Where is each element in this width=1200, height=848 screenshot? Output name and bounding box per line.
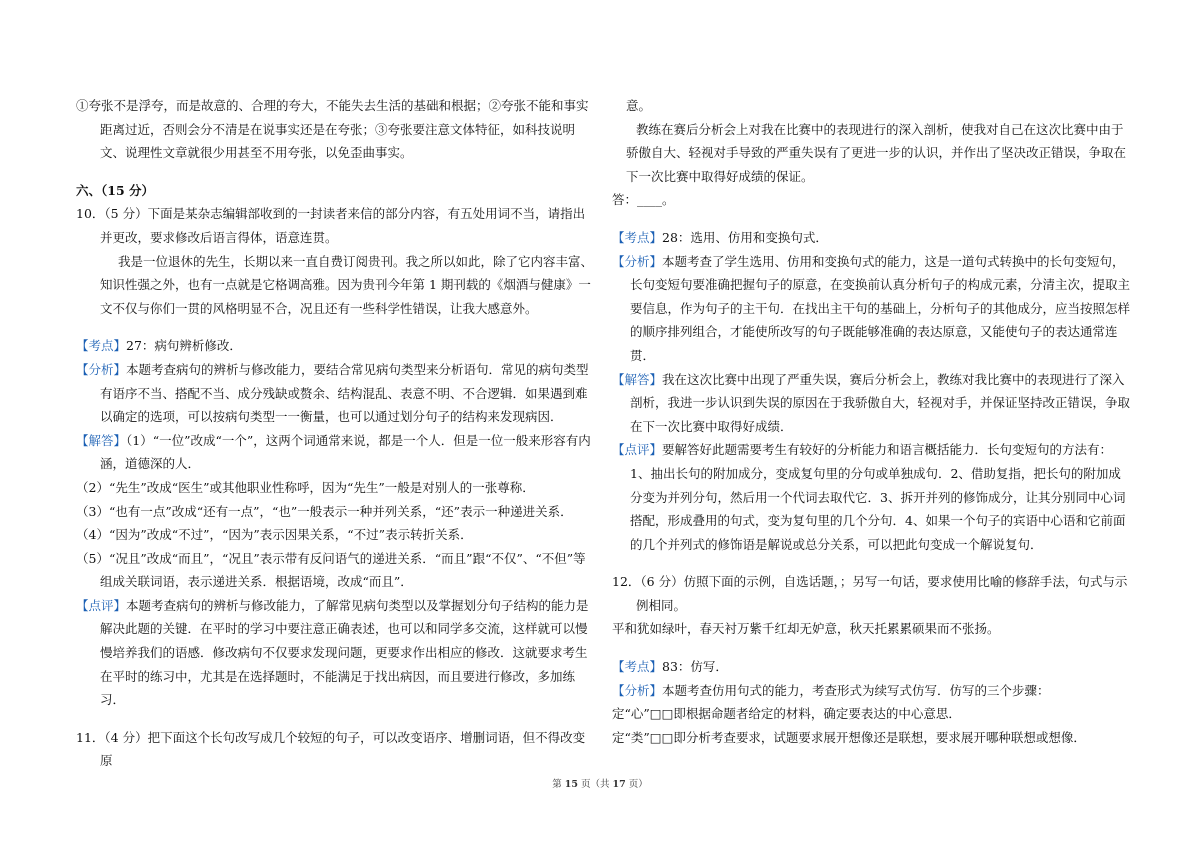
jieda-11: 【解答】我在这次比赛中出现了严重失误，赛后分析会上，教练对我比赛中的表现进行了深入剖析，我进一步认识到失误的原因在于我骄傲自大，轻视对手，并保证坚持改正错误，争取在下一次比赛中取得好成绩． (612, 371, 1131, 434)
jieda-tag: 【解答】 (76, 432, 127, 448)
kaodian-tag: 【考点】 (76, 338, 127, 354)
dianping-10: 【点评】本题考查病句的辨析与修改能力，了解常见病句类型以及掌握划分句子结构的能力是解决此题的关键．在平时的学习中要注意正确表述，也可以和同学多交流，这样就可以慢慢培养我们的语感．修改病句不仅要求发现问题，更要求作出相应的修改．这就要求考生在平时的练习中，尤其是在选择题时，不能满足于找出病因，而且要进行修改，多加练习． (76, 597, 589, 708)
step-1: 定“心”□□即根据命题者给定的材料，确定要表达的中心意思． (612, 706, 961, 722)
answer-blank: 答：____。 (612, 192, 675, 208)
jieda-10-item-5: （5）“况且”改成“而且”，“况且”表示带有反问语气的递进关系．“而且”跟“不仅”、“不但”等组成关联词语，表示递进关系．根据语境，改成“而且”． (76, 550, 586, 590)
fenxi-12: 【分析】本题考查仿用句式的能力，考查形式为续写式仿写．仿写的三个步骤： (612, 682, 1050, 698)
fenxi-10: 【分析】本题考查病句的辨析与修改能力，要结合常见病句类型来分析语句．常见的病句类型有语序不当、搭配不当、成分残缺或赘余、结构混乱、表意不明、不合逻辑．如果遇到难以确定的选项，可以按病句类型一一衡量，也可以通过划分句子的结构来发现病因． (76, 361, 589, 425)
kaodian-10: 【考点】27：病句辨析修改． (76, 338, 242, 354)
question-10-letter: 我是一位退休的先生，长期以来一直自费订阅贵刊。我之所以如此，除了它内容丰富、知识性强之外，也有一点就是它格调高雅。因为贵刊今年第 1 期刊载的《烟酒与健康》一文不仅与你们一贯的风格明显不合，况且还有一些科学性错误，让我大感意外。 (100, 253, 594, 316)
right-column (612, 94, 1130, 749)
question-12-example: 平和犹如绿叶，春天衬万紫千红却无妒意，秋天托累累硕果而不张扬。 (612, 621, 1000, 637)
dianping-tag: 【点评】 (612, 442, 663, 458)
kaodian-12: 【考点】83：仿写． (612, 659, 728, 675)
question-11: 11．（4 分）把下面这个长句改写成几个较短的句子，可以改变语序、增删词语，但不得改变原 (76, 729, 586, 769)
kaodian-11: 【考点】28：选用、仿用和变换句式． (612, 229, 828, 245)
page-footer: 第 15 页（共 17 页） (552, 779, 648, 790)
left-column (76, 94, 596, 773)
jieda-10-item-2: （2）“先生”改成“医生”或其他职业性称呼，因为“先生”一般是对别人的一张尊称． (76, 479, 535, 495)
dianping-tag: 【点评】 (76, 597, 127, 613)
fenxi-11: 【分析】本题考查了学生选用、仿用和变换句式的能力，这是一道句式转换中的长句变短句，长句变短句要准确把握句子的原意，在变换前认真分析句子的构成元素，分清主次，提取主要信息，作为句子的主干句．在找出主干句的基础上，分析句子的其他成分，应当按照怎样的顺序排列组合，才能使所改写的句子既能够准确的表达原意，又能使句子的表达通常连贯． (612, 253, 1131, 363)
question-11-continued: 意。 (626, 98, 652, 113)
section-heading: 六、（15 分） (76, 182, 154, 198)
kaodian-tag: 【考点】 (612, 229, 663, 245)
jieda-10-item-3: （3）“也有一点”改成“还有一点”，“也”一般表示一种并列关系，“还”表示一种递进关系． (76, 503, 573, 519)
jieda-10-item-4: （4）“因为”改成“不过”，“因为”表示因果关系，“不过”表示转折关系． (76, 527, 473, 543)
page-total: 17 (612, 779, 626, 790)
jieda-tag: 【解答】 (612, 371, 663, 387)
fenxi-tag: 【分析】 (612, 682, 663, 698)
question-11-sentence: 教练在赛后分析会上对我在比赛中的表现进行的深入剖析，使我对自己在这次比赛中由于骄傲自大、轻视对手导致的严重失误有了更进一步的认识，并作出了坚决改正错误，争取在下一次比赛中取得好成绩的保证。 (626, 121, 1127, 184)
jieda-10: 【解答】（1）“一位”改成“一个”，这两个词通常来说，都是一个人．但是一位一般来形容有内涵，道德深的人． (76, 432, 591, 472)
question-10: 10．（5 分）下面是某杂志编辑部收到的一封读者来信的部分内容，有五处用词不当，请指出并更改，要求修改后语言得体，语意连贯。 (76, 206, 586, 245)
fenxi-tag: 【分析】 (612, 253, 663, 269)
kaodian-tag: 【考点】 (612, 659, 663, 675)
dianping-11: 【点评】要解答好此题需要考生有较好的分析能力和语言概括能力．长句变短句的方法有：1、抽出长句的附加成分，变成复句里的分句或单独成句．2、借助复指，把长句的附加成分变为并列分句，然后用一个代词去取代它．3、拆开并列的修饰成分，让其分别同中心词搭配，形成叠用的句式，变为复句里的几个分句．4、如果一个句子的宾语中心语和它前面的几个并列式的修饰语是解说或总分关系，可以把此句变成一个解说复句． (612, 442, 1126, 552)
exaggeration-notes: ①夸张不是浮夸，而是故意的、合理的夸大，不能失去生活的基础和根据；②夸张不能和事实距离过近，否则会分不清是在说事实还是在夸张；③夸张要注意文体特征，如科技说明文、说理性文章就很少用甚至不用夸张，以免歪曲事实。 (76, 98, 589, 161)
page-number: 15 (564, 779, 578, 790)
fenxi-tag: 【分析】 (76, 361, 127, 377)
step-2: 定“类”□□即分析考查要求，试题要求展开想像还是联想，要求展开哪种联想或想像． (612, 729, 1086, 745)
question-12: 12．（6 分）仿照下面的示例，自选话题，；另写一句话，要求使用比喻的修辞手法，句式与示例相同。 (612, 574, 1128, 613)
